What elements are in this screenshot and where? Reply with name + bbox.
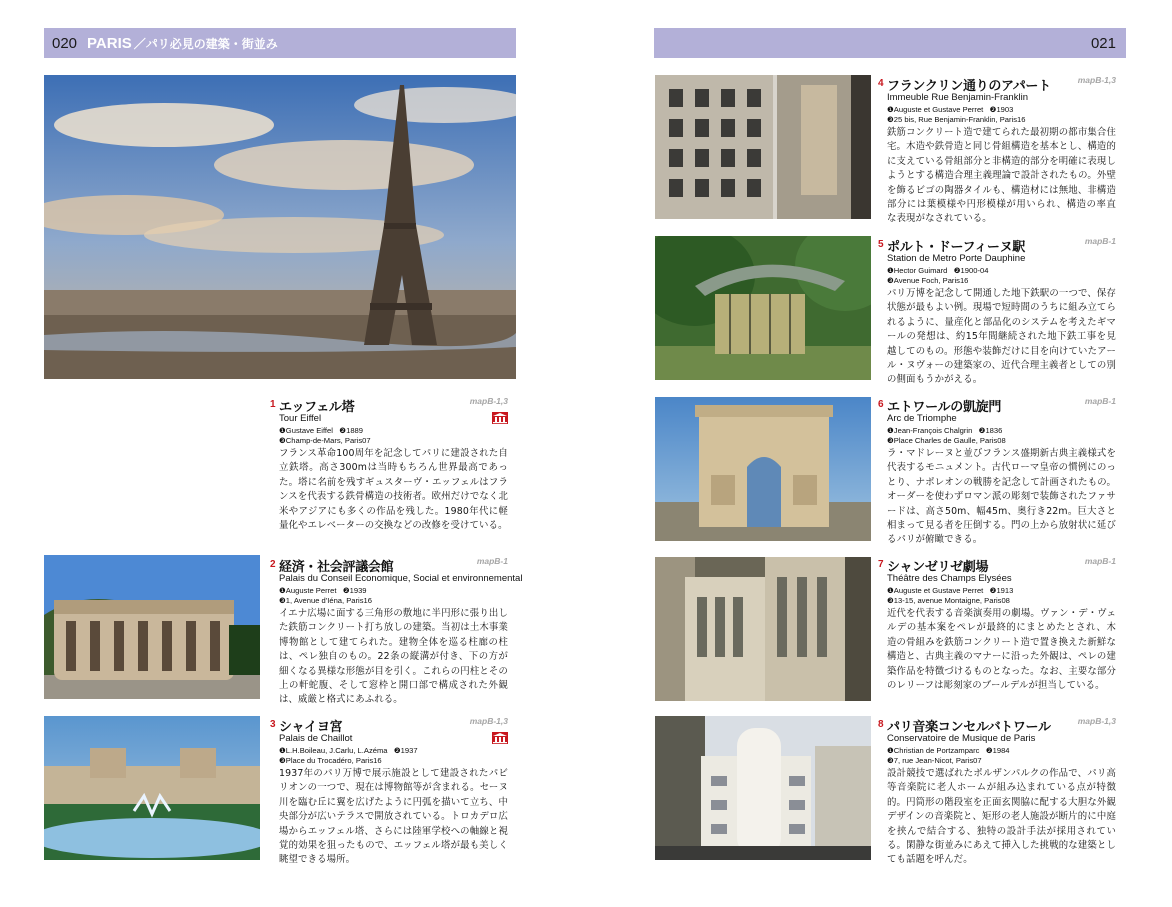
entry-architect-year: [887, 746, 1116, 756]
address: ❸7, rue Jean-Nicot, Paris07: [887, 756, 982, 765]
entry-description: フランス革命100周年を記念してパリに建設された自立鉄塔。高さ300mは当時もちろん世界最高であった。塔に名前を残すギュスターヴ・エッフェルはフランスを代表する鉄骨構造の技術者。欧州だけでなく北米やアジアにも多くの作品を残した。1980年代に軽量化やエレベーターの交換などの改修を受けている。: [279, 448, 508, 532]
entry-header: [878, 236, 1116, 253]
conservatoire-photo: [655, 716, 871, 860]
year: ❷1937: [393, 746, 418, 755]
section-title: PARIS: [87, 34, 132, 52]
entry-japanese-name: フランクリン通りのアパート: [887, 79, 1051, 94]
entry-number: 5: [878, 239, 884, 250]
rue-franklin-photo: [655, 75, 871, 219]
entry-japanese-name: シャイヨ宮: [279, 720, 343, 735]
conseil-economique-photo: [44, 555, 260, 699]
address: ❸1, Avenue d'Iéna, Paris16: [279, 596, 372, 605]
entry-french-name: Tour Eiffel: [279, 413, 322, 424]
entry-number: 1: [270, 399, 276, 410]
section-subtitle: ／パリ必見の建築・街並み: [133, 36, 278, 51]
entry-french-name: Station de Metro Porte Dauphine: [887, 253, 1026, 264]
map-reference: mapB-1,3: [469, 716, 508, 726]
entry-japanese-name: エトワールの凱旋門: [887, 400, 1002, 415]
entry-number: 8: [878, 719, 884, 730]
entry-number: 6: [878, 399, 884, 410]
entry-header: [878, 716, 1116, 733]
entry-description: 鉄筋コンクリート造で建てられた最初期の都市集合住宅。木造や鉄骨造と同じ骨組構造を基本とし、構造的に支えている骨組部分と非構造的部分を明確に表現しようとする構造合理主義理論で設計されたもの。外壁を飾るビゴの陶器タイルも、構造材には無地、非構造部分には葉模様や円形模様が用いられ、構造の率直な表現がなされている。: [887, 127, 1116, 225]
map-reference: mapB-1: [1084, 236, 1116, 246]
map-reference: mapB-1: [1084, 396, 1116, 406]
entry-6: [878, 396, 1116, 548]
architect: ❶L.H.Boileau, J.Carlu, L.Azéma: [279, 746, 388, 755]
year: ❷1984: [985, 746, 1010, 755]
address: ❸25 bis, Rue Benjamin-Franklin, Paris16: [887, 115, 1026, 124]
entry-architect-year: [887, 426, 1116, 436]
entry-8: [878, 716, 1116, 868]
year: ❷1889: [339, 426, 363, 435]
entry-japanese-name: パリ音楽コンセルバトワール: [887, 720, 1051, 735]
entry-header: [878, 75, 1116, 92]
year: ❷1900-04: [953, 266, 989, 275]
left-page-header: [44, 28, 516, 58]
right-page-number: 021: [1090, 34, 1116, 52]
entry-french-name: Théâtre des Champs Elysées: [887, 573, 1012, 584]
entry-5: [878, 236, 1116, 388]
theatre-champs-elysees-photo: [655, 557, 871, 701]
entry-header: [878, 396, 1116, 413]
entry-architect-year: [887, 586, 1116, 596]
entry-description: 設計競技で選ばれたポルザンパルクの作品で、パリ高等音楽院に老人ホームが組み込まれている点が特徴的。円筒形の階段室を正面玄関脇に配する大胆な外観デザインの音楽院と、矩形の老人施設が断片的に中庭を挟んで結合する、独特の設計手法が採用されている。閑静な街並みにあえて挿入した挑戦的な建築としても話題を呼んだ。: [887, 768, 1116, 866]
address: ❸Place Charles de Gaulle, Paris08: [887, 436, 1006, 445]
palais-chaillot-photo: [44, 716, 260, 860]
entry-architect-year: [279, 586, 508, 596]
entry-number: 4: [878, 78, 884, 89]
architect: ❶Gustave Eiffel: [279, 426, 333, 435]
address: ❸Place du Trocadéro, Paris16: [279, 756, 382, 765]
entry-header: [270, 396, 508, 413]
eiffel-tower-photo: [44, 75, 516, 379]
entry-1: [270, 396, 508, 533]
entry-header: [878, 556, 1116, 573]
entry-number: 2: [270, 559, 276, 570]
entry-description: 1937年のパリ万博で展示施設として建設されたパビリオンの一つで、現在は博物館等が含まれる。セーヌ川を臨む丘に翼を広げたように円弧を描いて立ち、中央部分が広いテラスで開放されている。トロカデロ広場からエッフェル塔、さらには陸軍学校への軸線と視覚的効果を狙ったもので、エッフェル塔が最も美しく眺望できる場所。: [279, 768, 508, 866]
address: ❸Champ-de-Mars, Paris07: [279, 436, 371, 445]
entry-japanese-name: 経済・社会評議会館: [279, 560, 394, 575]
year: ❷1903: [989, 105, 1014, 114]
entry-description: パリ万博を記念して開通した地下鉄駅の一つで、保存状態が最もよい例。現場で短時間のうちに組み立てられるように、量産化と部品化のシステムを考えたギマールの発想は、約15年間継続された地下鉄工事を見越してのもの。形態や装飾だけに目を向けていたアール・ヌヴォーの建築家の、近代合理主義者としての別の側面もうかがえる。: [887, 288, 1116, 386]
entry-3: [270, 716, 508, 868]
architect: ❶Jean-François Chalgrin: [887, 426, 973, 435]
entry-header: [270, 556, 508, 573]
architect: ❶Hector Guimard: [887, 266, 948, 275]
map-reference: mapB-1,3: [469, 396, 508, 406]
entry-7: [878, 556, 1116, 693]
entry-number: 7: [878, 559, 884, 570]
left-page-number: 020: [52, 34, 78, 52]
arc-de-triomphe-photo: [655, 397, 871, 541]
entry-number: 3: [270, 719, 276, 730]
entry-header: [270, 716, 508, 733]
entry-architect-year: [279, 426, 508, 436]
year: ❷1913: [989, 586, 1014, 595]
right-page-header: [654, 28, 1126, 58]
entry-french-name: Conservatoire de Musique de Paris: [887, 733, 1036, 744]
map-reference: mapB-1,3: [1077, 716, 1116, 726]
entry-architect-year: [887, 105, 1116, 115]
address: ❸13-15, avenue Montaigne, Paris08: [887, 596, 1010, 605]
architect: ❶Auguste Perret: [279, 586, 337, 595]
map-reference: mapB-1: [476, 556, 508, 566]
year: ❷1836: [978, 426, 1003, 435]
entry-french-name: Palais de Chaillot: [279, 733, 353, 744]
entry-2: [270, 556, 523, 708]
entry-french-name: Arc de Triomphe: [887, 413, 957, 424]
entry-japanese-name: シャンゼリゼ劇場: [887, 560, 989, 575]
entry-description: 近代を代表する音楽演奏用の劇場。ヴァン・デ・ヴェルデの基本案をペレが最終的にまとめたとされ、木造の骨組みを鉄筋コンクリート造で置き換えた新鮮な構造と、古典主義のマナーに沿った外観は、ペレの建築作品を特徴づけるものとなった。なお、主要な部分のレリーフは彫刻家のブールデルが担当している。: [887, 608, 1116, 692]
map-reference: mapB-1: [1084, 556, 1116, 566]
entry-description: ラ・マドレーヌと並びフランス盛期新古典主義様式を代表するモニュメント。古代ローマ皇帝の慣例にのっとり、ナポレオンの戦勝を記念して計画されたもの。オーダーを使わずロマン派の彫刻で装飾されたファサードは、高さ50m、幅45m、奥行き22m。巨大さと相まって見る者を圧倒する。門の上から放射状に延びるパリが俯瞰できる。: [887, 448, 1116, 546]
entry-french-name: Palais du Conseil Economique, Social et environnemental: [279, 573, 523, 584]
architect: ❶Christian de Portzamparc: [887, 746, 980, 755]
map-reference: mapB-1,3: [1077, 75, 1116, 85]
entry-architect-year: [887, 266, 1116, 276]
year: ❷1939: [342, 586, 367, 595]
entry-architect-year: [279, 746, 508, 756]
entry-4: [878, 75, 1116, 227]
world-heritage-icon: [492, 409, 508, 421]
porte-dauphine-photo: [655, 236, 871, 380]
address: ❸Avenue Foch, Paris16: [887, 276, 969, 285]
architect: ❶Auguste et Gustave Perret: [887, 105, 984, 114]
entry-japanese-name: エッフェル塔: [279, 400, 355, 415]
world-heritage-icon: [492, 729, 508, 741]
architect: ❶Auguste et Gustave Perret: [887, 586, 984, 595]
entry-french-name: Immeuble Rue Benjamin-Franklin: [887, 92, 1028, 103]
entry-japanese-name: ポルト・ドーフィーヌ駅: [887, 240, 1026, 255]
entry-description: イエナ広場に面する三角形の敷地に半円形に張り出した鉄筋コンクリート打ち放しの建築。当初は土木事業博物館として建てられた。建物全体を巡る柱廊の柱は、ペレ独自のもの。22条の縦溝が付き、下の方が細くなる異様な形態が目を引く。これらの円柱とその上の軒蛇腹、そして窓枠と開口部で構成された外観は、威厳と格式にあふれる。: [279, 608, 508, 706]
